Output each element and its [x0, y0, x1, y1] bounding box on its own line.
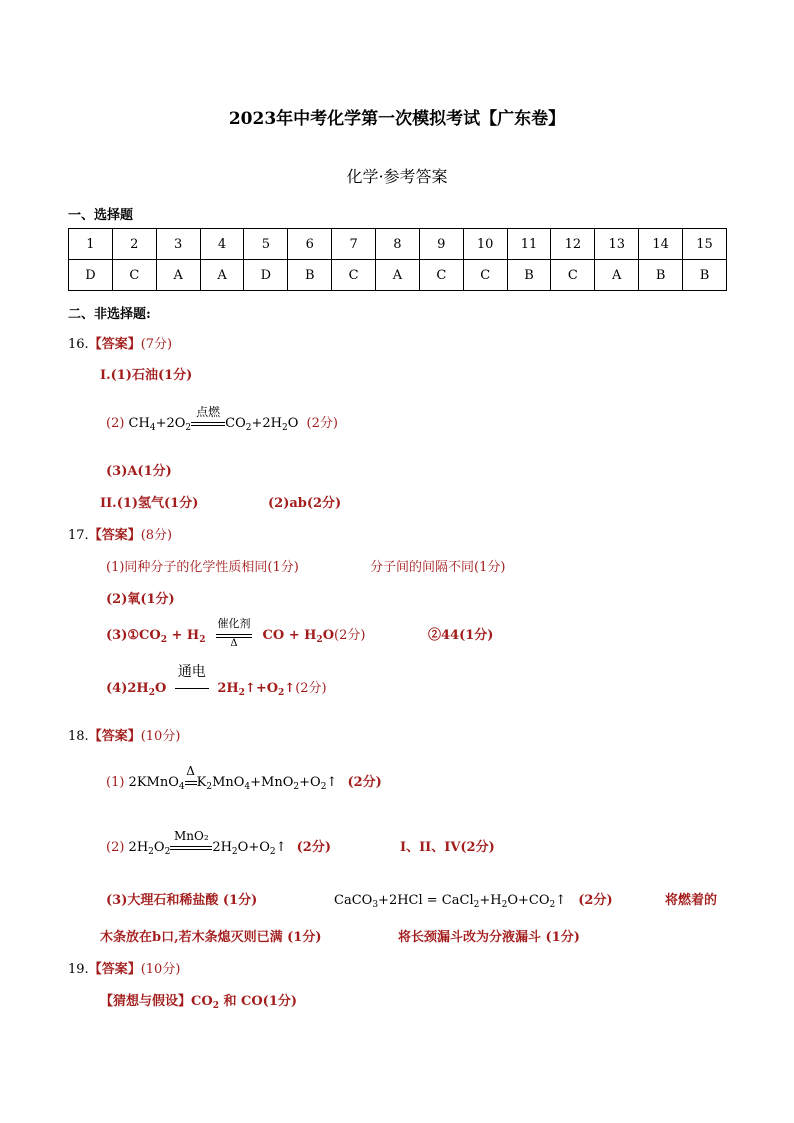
q17-line4-prefix: (4) — [106, 681, 128, 696]
q17-line3b: ②44(1分) — [428, 628, 494, 643]
q17-condition: 通电 — [177, 664, 206, 680]
q19-header — [68, 958, 180, 977]
q18-line1-score: (2分) — [347, 775, 382, 790]
q18-score: (10分) — [140, 729, 181, 744]
question-number-cell: 10 — [463, 229, 507, 260]
q16-line3: (3)A(1分) — [106, 464, 172, 479]
q18-line1-prefix: (1) — [106, 775, 125, 790]
question-number-cell: 14 — [639, 229, 683, 260]
q17-heat: Δ — [230, 638, 238, 649]
q18-number: 18. — [68, 729, 89, 744]
page-subtitle: 化学·参考答案 — [346, 167, 448, 186]
question-number-cell: 1 — [69, 229, 113, 260]
q17-reaction-arrow — [216, 617, 252, 649]
answer-cell: B — [507, 260, 551, 291]
q17-score: (8分) — [140, 528, 173, 543]
q17-catalyst: 催化剂 — [217, 617, 251, 630]
q18-line3-score: (2分) — [578, 893, 613, 908]
q17-line1a: (1)同种分子的化学性质相同(1分) — [106, 560, 299, 575]
q18-heat-arrow — [185, 764, 197, 790]
question-number-cell: 6 — [288, 229, 332, 260]
q18-line2: (2) $2H_2O_2$ MnO₂ $2H_2O+O_2↑$ (2分) — [106, 829, 331, 857]
question-number-cell: 3 — [156, 229, 200, 260]
q19-answer-tag: 【答案】 — [88, 962, 141, 977]
q18-line4b: 将长颈漏斗改为分液漏斗 (1分) — [398, 930, 580, 945]
q19-score: (10分) — [140, 962, 181, 977]
q16-line2-score: (2分) — [306, 416, 338, 431]
question-number-cell: 12 — [551, 229, 595, 260]
answer-cell: A — [595, 260, 639, 291]
q16-reaction-arrow — [191, 405, 225, 431]
q17-line3: $(3)①CO_2 + H_2$ 催化剂 Δ CO + $H_2O(2$分) — [106, 617, 366, 649]
q19-line1: 【猜想与假设】$CO_2$ 和 CO(1分) — [100, 994, 298, 1011]
answer-cell: C — [112, 260, 156, 291]
q17-line2: (2)氧(1分) — [106, 592, 175, 607]
question-number-cell: 2 — [112, 229, 156, 260]
q18-header — [68, 725, 180, 744]
q18-answer-tag: 【答案】 — [88, 729, 141, 744]
q17-line3-score: (2分) — [334, 628, 366, 643]
answer-cell: A — [200, 260, 244, 291]
q18-line4a: 木条放在b口,若木条熄灭则已满 (1分) — [100, 930, 322, 945]
question-number-cell: 13 — [595, 229, 639, 260]
q16-condition: 点燃 — [196, 405, 221, 419]
q18-condition: MnO₂ — [173, 829, 209, 843]
q17-header — [68, 524, 172, 543]
question-number-cell: 9 — [419, 229, 463, 260]
question-number-cell: 4 — [200, 229, 244, 260]
q17-electrolysis-arrow — [175, 664, 209, 696]
q17-number: 17. — [68, 528, 89, 543]
question-number-cell: 11 — [507, 229, 551, 260]
q16-answer-tag: 【答案】 — [88, 337, 141, 352]
answer-row — [69, 260, 727, 291]
q18-catalyst-arrow — [170, 829, 212, 855]
q18-condition: Δ — [186, 764, 195, 778]
q17-line3-prefix: (3)① — [106, 628, 140, 643]
q16-number: 16. — [68, 337, 89, 352]
choice-answer-table — [68, 228, 727, 291]
q18-line3c: 将燃着的 — [665, 893, 718, 908]
q16-score: (7分) — [140, 337, 173, 352]
answer-cell: C — [332, 260, 376, 291]
answer-cell: B — [639, 260, 683, 291]
section-nonchoice-heading: 二、非选择题: — [68, 307, 151, 322]
question-number-cell: 7 — [332, 229, 376, 260]
q18-line2-prefix: (2) — [106, 840, 125, 855]
answer-cell: C — [551, 260, 595, 291]
q18-line1: (1) 2KMnO$_4$ Δ $K_2MnO_4+MnO_2+O_2↑$ (2分) — [106, 764, 382, 792]
question-number-cell: 15 — [683, 229, 727, 260]
answer-cell: D — [69, 260, 113, 291]
q16-line2: (2) $CH_4+2O_2$ 点燃 $CO_2+2H_2O$ (2分) — [106, 405, 338, 433]
q19-hypothesis-text: 和 CO(1分) — [223, 994, 298, 1009]
q17-answer-tag: 【答案】 — [88, 528, 141, 543]
q16-line4a: II.(1)氢气(1分) — [100, 496, 199, 511]
q17-line1b: 分子间的间隔不同(1分) — [370, 560, 506, 575]
q19-hypothesis-tag: 【猜想与假设】 — [100, 994, 192, 1009]
answer-cell: C — [419, 260, 463, 291]
q19-number: 19. — [68, 962, 89, 977]
answer-cell: B — [288, 260, 332, 291]
q16-header — [68, 333, 172, 352]
section-choice-heading: 一、选择题 — [68, 208, 134, 223]
answer-cell: C — [463, 260, 507, 291]
question-number-cell: 8 — [376, 229, 420, 260]
question-number-row — [69, 229, 727, 260]
answer-cell: B — [683, 260, 727, 291]
q16-line2-prefix: (2) — [106, 416, 125, 431]
page-title: 2023年中考化学第一次模拟考试【广东卷】 — [228, 109, 566, 129]
q18-line3a: (3)大理石和稀盐酸 (1分) — [106, 893, 258, 908]
q18-line2-score: (2分) — [296, 840, 331, 855]
answer-cell: A — [376, 260, 420, 291]
q16-line4b: (2)ab(2分) — [268, 496, 342, 511]
q16-line1: I.(1)石油(1分) — [100, 368, 193, 383]
question-number-cell: 5 — [244, 229, 288, 260]
answer-cell: A — [156, 260, 200, 291]
q18-line3-equation: CaCO$_3$+2HCl = $CaCl_2+H_2O+CO_2↑$ (2分) — [334, 893, 613, 910]
q17-line4: $(4)2H_2O$ 通电 $2H_2↑+O_2↑(2$分) — [106, 664, 327, 698]
q18-line2b: I、II、IV(2分) — [400, 840, 495, 855]
answer-cell: D — [244, 260, 288, 291]
q17-line4-score: (2分) — [295, 681, 327, 696]
